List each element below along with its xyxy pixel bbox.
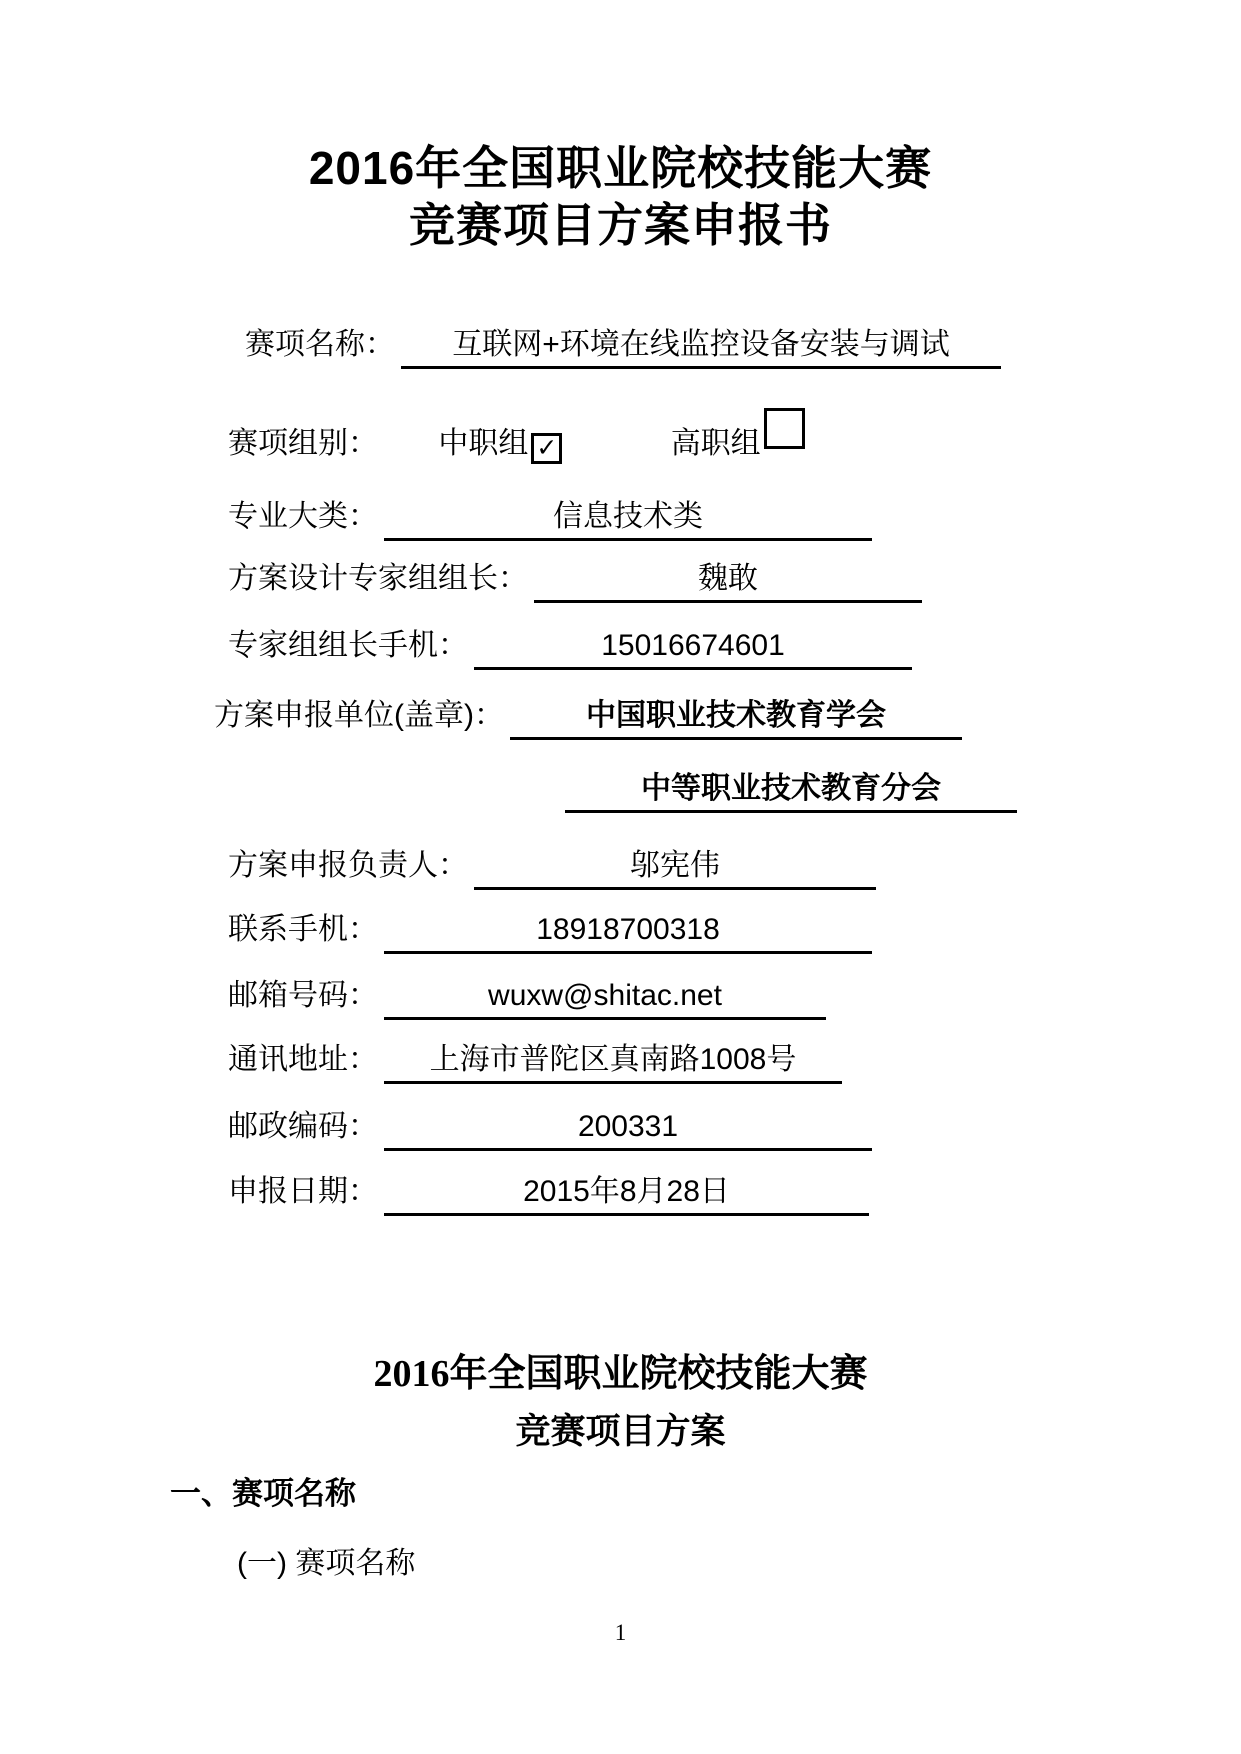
applicant-person-value: 邬宪伟: [474, 847, 876, 890]
expert-leader-phone-value: 15016674601: [474, 627, 912, 670]
form-row-applicant-unit: [214, 697, 962, 740]
apply-date-label: 申报日期：: [228, 1175, 378, 1208]
design-expert-leader-value: 魏敢: [534, 560, 922, 603]
group-label: 赛项组别：: [228, 427, 378, 460]
document-title-line2: 竞赛项目方案申报书: [409, 199, 832, 251]
postal-code-value: 200331: [384, 1108, 872, 1151]
form-row-apply-date: [228, 1173, 869, 1216]
form-row-postal-code: [228, 1108, 872, 1151]
email-label: 邮箱号码：: [228, 979, 378, 1012]
event-name-value: 互联网+环境在线监控设备安装与调试: [401, 326, 1001, 369]
postal-code-label: 邮政编码：: [228, 1110, 378, 1143]
expert-leader-phone-label: 专家组组长手机：: [228, 629, 468, 662]
applicant-unit-label: 方案申报单位(盖章)：: [214, 699, 504, 732]
document-title: [0, 140, 1241, 254]
form-row-expert-leader-phone: [228, 627, 912, 670]
checkbox-higher-vocational: [764, 408, 805, 449]
design-expert-leader-label: 方案设计专家组组长：: [228, 562, 528, 595]
apply-date-value: 2015年8月28日: [384, 1173, 869, 1216]
section-heading-event-name: 一、赛项名称: [170, 1476, 356, 1511]
contact-phone-value: 18918700318: [384, 911, 872, 954]
major-category-label: 专业大类：: [228, 500, 378, 533]
applicant-unit-value-line2: 中等职业技术教育分会: [565, 770, 1017, 813]
form-row-address: [228, 1041, 842, 1084]
section-title-line2: 竞赛项目方案: [515, 1412, 726, 1451]
applicant-unit-value-line1: 中国职业技术教育学会: [510, 697, 962, 740]
major-category-value: 信息技术类: [384, 498, 872, 541]
section-subheading-event-name: (一) 赛项名称: [237, 1547, 416, 1580]
email-value: wuxw@shitac.net: [384, 977, 826, 1020]
form-row-event-name: [245, 326, 1001, 369]
form-row-contact-phone: [228, 911, 872, 954]
document-title-line1: 2016年全国职业院校技能大赛: [308, 142, 933, 194]
group-option-higher-vocational: [671, 408, 805, 463]
applicant-person-label: 方案申报负责人：: [228, 849, 468, 882]
form-row-applicant-person: [228, 847, 876, 890]
form-row-email: [228, 977, 826, 1020]
address-value: 上海市普陀区真南路1008号: [384, 1041, 842, 1084]
higher-vocational-label: 高职组: [670, 427, 761, 460]
form-row-design-expert-leader: [228, 560, 922, 603]
check-icon: ✓: [536, 434, 558, 462]
contact-phone-label: 联系手机：: [228, 913, 378, 946]
form-row-group: [228, 408, 805, 464]
event-name-label: 赛项名称：: [245, 328, 395, 361]
group-option-secondary-vocational: [438, 425, 562, 464]
form-row-applicant-unit-line2: [565, 770, 1017, 813]
checkbox-secondary-vocational: [531, 433, 562, 464]
page-number: 1: [614, 1620, 627, 1645]
section-title-line1: 2016年全国职业院校技能大赛: [373, 1353, 868, 1395]
secondary-vocational-label: 中职组: [438, 427, 529, 460]
form-row-major-category: [228, 498, 872, 541]
address-label: 通讯地址：: [228, 1043, 378, 1076]
